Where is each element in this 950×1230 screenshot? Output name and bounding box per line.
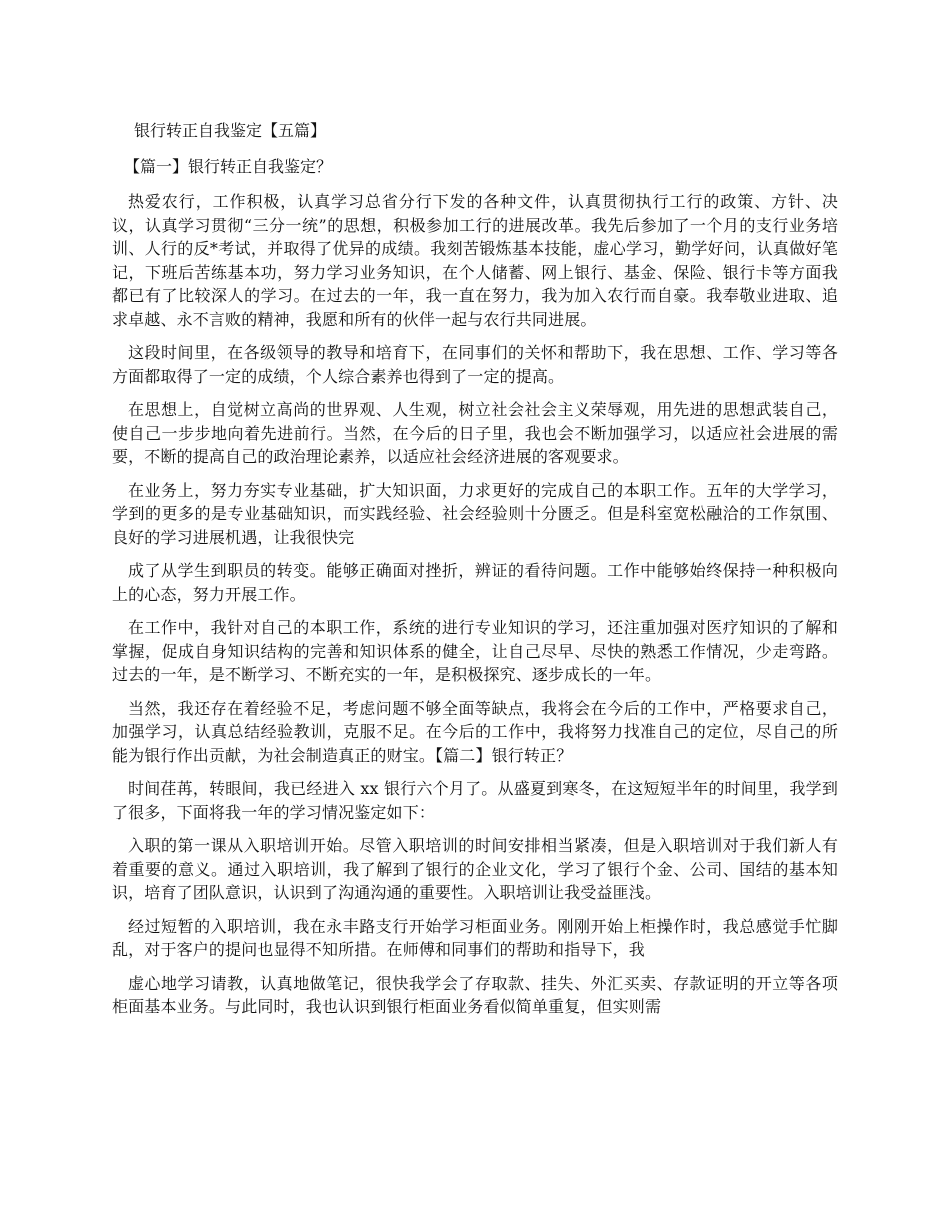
paragraph: 在业务上，努力夯实专业基础，扩大知识面，力求更好的完成自己的本职工作。五年的大学学习，学到的更多的是专业基础知识，而实践经验、社会经验则十分匮乏。但是科室宽松融洽的工作氛围、良好的学习进展机遇，让我很快完 <box>112 480 838 547</box>
paragraph: 热爱农行，工作积极，认真学习总省分行下发的各种文件，认真贯彻执行工行的政策、方针、决议，认真学习贯彻“三分一统”的思想，积极参加工行的进展改革。我先后参加了一个月的支行业务培训、人行的反*考试，并取得了优异的成绩。我刻苦锻炼基本技能，虚心学习，勤学好问，认真做好笔记，下班后苦练基本功，努力学习业务知识，在个人储蓄、网上银行、基金、保险、银行卡等方面我都已有了比较深人的学习。在过去的一年，我一直在努力，我为加入农行而自豪。我奉敬业进取、追求卓越、永不言败的精神，我愿和所有的伙伴一起与农行共同进展。 <box>112 192 838 329</box>
paragraph: 在工作中，我针对自己的本职工作，系统的进行专业知识的学习，还注重加强对医疗知识的了解和掌握，促成自身知识结构的完善和知识体系的健全，让自己尽早、尽快的熟悉工作情况，少走弯路。过去的一年，是不断学习、不断充实的一年，是积极探究、逐步成长的一年。 <box>112 618 838 684</box>
document-title: 银行转正自我鉴定【五篇】 <box>134 121 327 140</box>
paragraph: 在思想上，自觉树立高尚的世界观、人生观，树立社会社会主义荣辱观，用先进的思想武装自己，使自己一步步地向着先进前行。当然，在今后的日子里，我也会不断加强学习，以适应社会进展的需要，不断的提高自己的政治理论素养，以适应社会经济进展的客观要求。 <box>112 400 838 466</box>
paragraph: 这段时间里，在各级领导的教导和培育下，在同事们的关怀和帮助下，我在思想、工作、学习等各方面都取得了一定的成绩，个人综合素养也得到了一定的提高。 <box>112 343 838 386</box>
paragraph: 时间荏苒，转眼间，我已经进入 xx 银行六个月了。从盛夏到寒冬，在这短短半年的时间里，我学到了很多，下面将我一年的学习情况鉴定如下： <box>112 779 838 822</box>
section-heading: 【篇一】银行转正自我鉴定？ <box>124 157 333 176</box>
paragraph: 当然，我还存在着经验不足，考虑问题不够全面等缺点，我将会在今后的工作中，严格要求自己，加强学习，认真总结经验教训，克服不足。在今后的工作中，我将努力找准自己的定位，尽自己的所能为银行作出贡献，为社会制造真正的财宝。【篇二】银行转正？ <box>112 698 838 765</box>
paragraph: 经过短暂的入职培训，我在永丰路支行开始学习柜面业务。刚刚开始上柜操作时，我总感觉手忙脚乱，对于客户的提问也显得不知所措。在师傅和同事们的帮助和指导下，我 <box>112 916 838 959</box>
paragraph: 成了从学生到职员的转变。能够正确面对挫折，辨证的看待问题。工作中能够始终保持一种积极向上的心态，努力开展工作。 <box>112 561 838 604</box>
document-body <box>112 118 838 1029</box>
paragraph: 入职的第一课从入职培训开始。尽管入职培训的时间安排相当紧凑，但是入职培训对于我们新人有着重要的意义。通过入职培训，我了解到了银行的企业文化，学习了银行个金、公司、国结的基本知识，培育了团队意识，认识到了沟通沟通的重要性。入职培训让我受益匪浅。 <box>112 836 838 902</box>
paragraph: 虚心地学习请教，认真地做笔记，很快我学会了存取款、挂失、外汇买卖、存款证明的开立等各项柜面基本业务。与此同时，我也认识到银行柜面业务看似简单重复，但实则需 <box>112 973 838 1016</box>
